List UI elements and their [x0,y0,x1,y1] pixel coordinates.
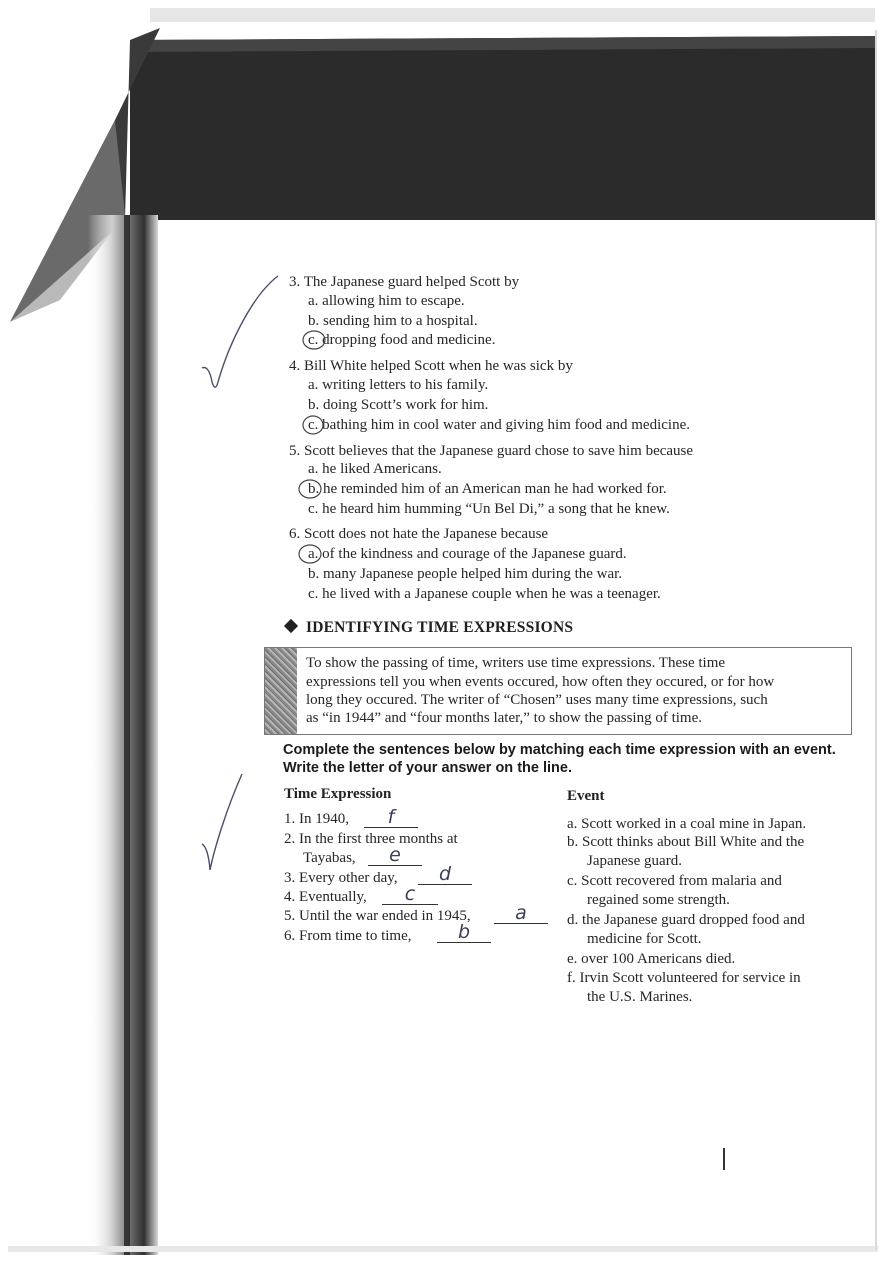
expression-item: 2. In the first three months at [284,831,458,847]
event-item: c. Scott recovered from malaria and [567,873,782,889]
option-c[interactable]: c. bathing him in cool water and giving him food and medicine. [308,417,690,433]
event-item: a. Scott worked in a coal mine in Japan. [567,816,807,832]
answer-blank[interactable]: b [437,922,491,943]
answer-blank[interactable]: e [368,845,422,866]
event-item: d. the Japanese guard dropped food and [567,912,805,928]
question-stem: 4. Bill White helped Scott when he was sick by [289,358,573,374]
option-b[interactable]: b. doing Scott’s work for him. [308,397,489,413]
checkmark-icon [196,770,248,875]
option-b[interactable]: b. sending him to a hospital. [308,313,478,329]
event-item-cont: regained some strength. [587,892,730,908]
answer-blank[interactable]: c [382,884,438,905]
expression-item: 4. Eventually, [284,889,367,905]
option-c[interactable]: c. he lived with a Japanese couple when he was a teenager. [308,586,661,602]
question-stem: 5. Scott believes that the Japanese guard chose to save him because [289,443,694,459]
info-box [264,647,852,735]
option-c[interactable]: c. he heard him humming “Un Bel Di,” a song that he knew. [308,501,670,517]
instructions-line: Complete the sentences below by matching each time expression with an event. [283,742,836,758]
question-stem: 3. The Japanese guard helped Scott by [289,274,520,290]
option-b[interactable]: b. many Japanese people helped him during the war. [308,566,623,582]
answer-circle-icon [297,477,325,501]
event-header: Event [567,788,605,804]
event-item-cont: medicine for Scott. [587,931,702,947]
expression-item: 5. Until the war ended in 1945, [284,908,471,924]
answer-circle-icon [297,542,325,566]
expression-item-cont: Tayabas, [303,850,356,866]
checkmark-icon [196,270,286,395]
info-line: To show the passing of time, writers use time expressions. These time [306,655,726,671]
option-c[interactable]: c. dropping food and medicine. [308,332,496,348]
info-line: as “in 1944” and “four months later,” to show the passing of time. [306,710,702,726]
diamond-bullet-icon [284,619,298,633]
option-a[interactable]: a. writing letters to his family. [308,377,489,393]
option-a[interactable]: a. he liked Americans. [308,461,442,477]
answer-circle-icon [301,413,329,437]
event-item: e. over 100 Americans died. [567,951,736,967]
event-item-cont: the U.S. Marines. [587,989,693,1005]
event-item-cont: Japanese guard. [587,853,682,869]
answer-blank[interactable]: d [418,864,472,885]
expression-item: 6. From time to time, [284,928,412,944]
time-expression-header: Time Expression [284,786,392,802]
question-stem: 6. Scott does not hate the Japanese because [289,526,549,542]
section-title: IDENTIFYING TIME EXPRESSIONS [306,619,574,636]
answer-blank[interactable]: a [494,903,548,924]
expression-item: 3. Every other day, [284,870,398,886]
expression-item: 1. In 1940, [284,811,349,827]
decorative-texture [265,648,297,734]
option-a[interactable]: a. of the kindness and courage of the Japanese guard. [308,546,627,562]
answer-blank[interactable]: f [364,807,418,828]
info-line: expressions tell you when events occured, how often they occured, or for how [306,674,775,690]
option-b[interactable]: b. he reminded him of an American man he had worked for. [308,481,667,497]
instructions-line: Write the letter of your answer on the line. [283,760,572,776]
answer-circle-icon [301,328,329,352]
info-line: long they occured. The writer of “Chosen” uses many time expressions, such [306,692,768,708]
event-item: f. Irvin Scott volunteered for service in [567,970,801,986]
page-number-mark [723,1148,725,1170]
event-item: b. Scott thinks about Bill White and the [567,834,805,850]
option-a[interactable]: a. allowing him to escape. [308,293,465,309]
